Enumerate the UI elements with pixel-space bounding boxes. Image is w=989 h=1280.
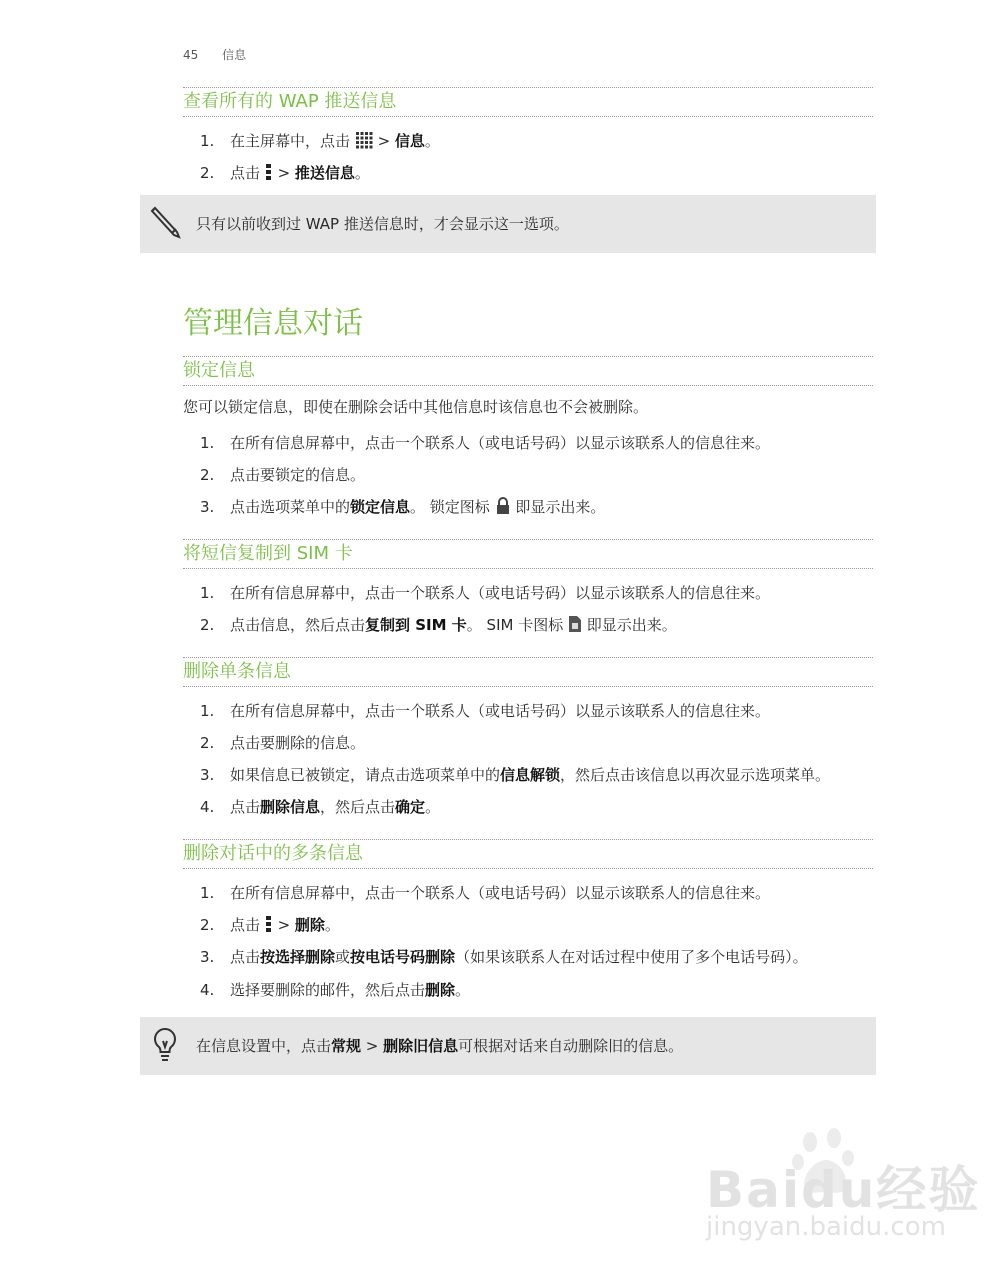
lock-step-2: 2. 点击要锁定的信息。 bbox=[200, 466, 366, 484]
sim-card-icon bbox=[568, 615, 582, 638]
delete-one-step-1: 1. 在所有信息屏幕中，点击一个联系人（或电话号码）以显示该联系人的信息往来。 bbox=[200, 702, 771, 720]
delete-many-step-4: 4. 选择要删除的邮件，然后点击删除。 bbox=[200, 981, 471, 999]
wap-step-1: 1. 在主屏幕中，点击 > 信息。 bbox=[200, 131, 440, 154]
wap-note-text: 只有以前收到过 WAP 推送信息时，才会显示这一选项。 bbox=[196, 215, 569, 233]
more-menu-icon bbox=[265, 163, 273, 186]
tip-box bbox=[140, 1017, 876, 1075]
delete-many-step-2: 2. 点击 > 删除。 bbox=[200, 915, 340, 938]
section-title-lock: 锁定信息 bbox=[183, 356, 873, 386]
section-title-delete-one: 删除单条信息 bbox=[183, 657, 873, 687]
page-number: 45 bbox=[183, 48, 199, 62]
lock-intro: 您可以锁定信息，即使在删除会话中其他信息时该信息也不会被删除。 bbox=[183, 398, 649, 416]
delete-many-step-3: 3. 点击按选择删除或按电话号码删除（如果该联系人在对话过程中使用了多个电话号码）。 bbox=[200, 948, 808, 966]
more-menu-icon bbox=[265, 915, 273, 938]
lock-icon bbox=[495, 497, 511, 520]
delete-many-step-1: 1. 在所有信息屏幕中，点击一个联系人（或电话号码）以显示该联系人的信息往来。 bbox=[200, 884, 771, 902]
sim-step-1: 1. 在所有信息屏幕中，点击一个联系人（或电话号码）以显示该联系人的信息往来。 bbox=[200, 584, 771, 602]
tip-text: 在信息设置中，点击常规 > 删除旧信息可根据对话来自动删除旧的信息。 bbox=[196, 1037, 684, 1055]
chapter-title: 信息 bbox=[222, 48, 247, 62]
delete-one-step-2: 2. 点击要删除的信息。 bbox=[200, 734, 366, 752]
lightbulb-tip-icon bbox=[152, 1027, 178, 1067]
watermark-url: jingyan.baidu.com bbox=[706, 1212, 946, 1242]
section-title-delete-many: 删除对话中的多条信息 bbox=[183, 839, 873, 869]
wap-note-box bbox=[140, 195, 876, 253]
lock-step-1: 1. 在所有信息屏幕中，点击一个联系人（或电话号码）以显示该联系人的信息往来。 bbox=[200, 434, 771, 452]
section-title-sim: 将短信复制到 SIM 卡 bbox=[183, 539, 873, 569]
wap-step-2: 2. 点击 > 推送信息。 bbox=[200, 163, 370, 186]
delete-one-step-4: 4. 点击删除信息，然后点击确定。 bbox=[200, 798, 441, 816]
section-title-wap: 查看所有的 WAP 推送信息 bbox=[183, 87, 873, 117]
pencil-note-icon bbox=[148, 205, 184, 245]
delete-one-step-3: 3. 如果信息已被锁定，请点击选项菜单中的信息解锁，然后点击该信息以再次显示选项菜单。 bbox=[200, 766, 831, 784]
watermark-brand: Baidu经验 bbox=[706, 1161, 981, 1219]
sim-step-2: 2. 点击信息，然后点击复制到 SIM 卡。 SIM 卡图标 即显示出来。 bbox=[200, 615, 677, 638]
lock-step-3: 3. 点击选项菜单中的锁定信息。 锁定图标 即显示出来。 bbox=[200, 497, 605, 520]
page-header bbox=[183, 46, 246, 63]
apps-grid-icon bbox=[355, 131, 373, 154]
chapter-section-title: 管理信息对话 bbox=[183, 306, 363, 341]
